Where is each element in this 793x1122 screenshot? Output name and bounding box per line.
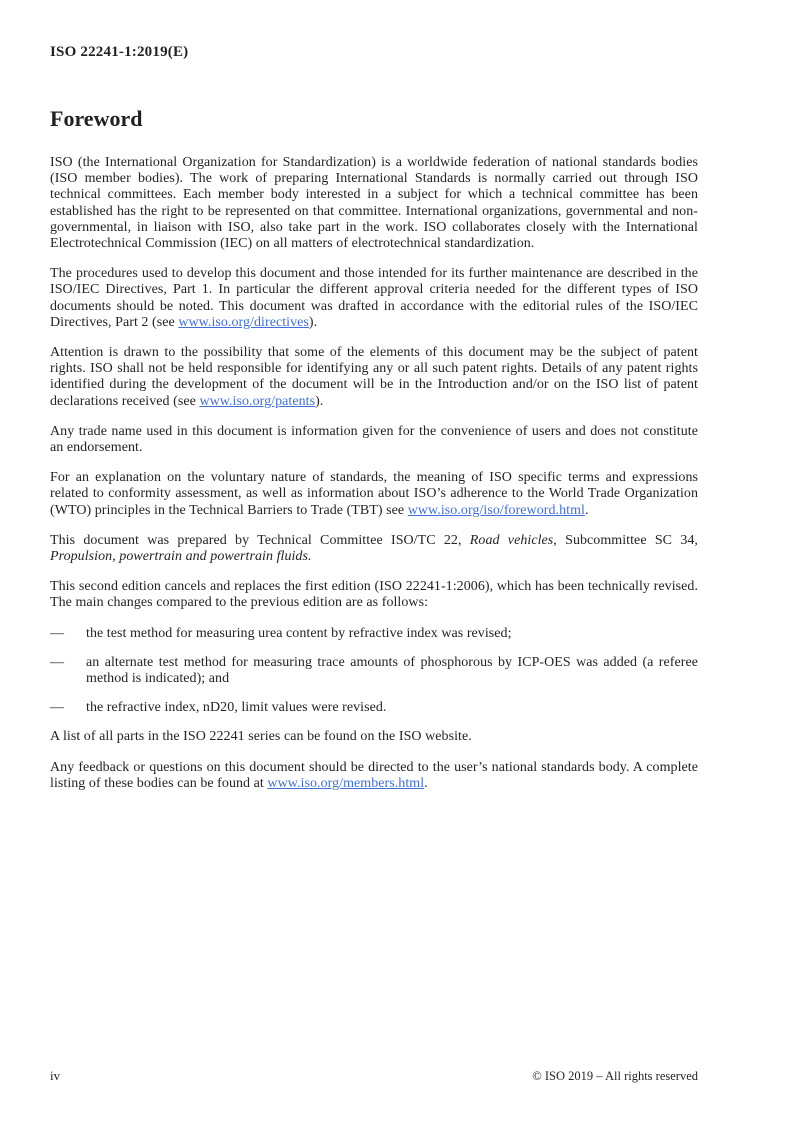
- paragraph: Any feedback or questions on this document should be directed to the user’s national standards body. A complete listing of these bodies can be found at www.iso.org/members.html.: [50, 759, 698, 791]
- paragraph: The procedures used to develop this document and those intended for its further maintenance are described in the ISO/IEC Directives, Part 1. In particular the different approval criteria needed for the different types of ISO documents should be noted. This document was drafted in accordance with the editorial rules of the ISO/IEC Directives, Part 2 (see www.iso.org/directives).: [50, 266, 698, 330]
- document-reference: ISO 22241-1:2019(E): [50, 44, 189, 60]
- bullet-text: the test method for measuring urea content by refractive index was revised;: [86, 625, 512, 641]
- paragraph: ISO (the International Organization for Standardization) is a worldwide federation of national standards bodies (ISO member bodies). The work of preparing International Standards is normally carried out through ISO technical committees. Each member body interested in a subject for which a technical committee has been established has the right to be represented on that committee. International organizations, governmental and non-governmental, in liaison with ISO, also take part in the work. ISO collaborates closely with the International Electrotechnical Commission (IEC) on all matters of electrotechnical standardization.: [50, 155, 698, 252]
- bullet-item: [50, 700, 698, 716]
- paragraph: Attention is drawn to the possibility that some of the elements of this document may be the subject of patent rights. ISO shall not be held responsible for identifying any or all such patent rights. Details of any patent rights identified during the development of the document will be in the Introduction and/or on the ISO list of patent declarations received (see www.iso.org/patents).: [50, 345, 698, 409]
- italic-text: Road vehicles: [469, 532, 554, 548]
- bullet-dash-icon: —: [50, 700, 64, 716]
- paragraph: This second edition cancels and replaces the first edition (ISO 22241-1:2006), which has been technically revised. The main changes compared to the previous edition are as follows:: [50, 579, 698, 611]
- hyperlink[interactable]: www.iso.org/directives: [178, 314, 309, 330]
- bullet-text: the refractive index, nD20, limit values were revised.: [86, 700, 387, 716]
- hyperlink[interactable]: www.iso.org/iso/foreword.html: [407, 502, 585, 518]
- bullet-text: an alternate test method for measuring trace amounts of phosphorous by ICP-OES was added (a referee method is indicated); and: [86, 654, 698, 687]
- paragraph: Any trade name used in this document is information given for the convenience of users and does not constitute an endorsement.: [50, 423, 698, 456]
- paragraph: A list of all parts in the ISO 22241 series can be found on the ISO website.: [50, 729, 472, 745]
- page-number: iv: [50, 1068, 61, 1083]
- hyperlink[interactable]: www.iso.org/members.html: [267, 775, 425, 791]
- page-footer: [50, 1068, 698, 1084]
- bullet-item: [50, 626, 698, 642]
- hyperlink[interactable]: www.iso.org/patents: [199, 393, 316, 409]
- foreword-content: [50, 155, 698, 806]
- italic-text: Propulsion, powertrain and powertrain fluids.: [50, 549, 312, 565]
- paragraph: This document was prepared by Technical Committee ISO/TC 22, Road vehicles, Subcommittee SC 34, Propulsion, powertrain and powertrain fluids.: [50, 532, 698, 565]
- copyright-notice: © ISO 2019 – All rights reserved: [532, 1069, 698, 1083]
- paragraph: For an explanation on the voluntary nature of standards, the meaning of ISO specific terms and expressions related to conformity assessment, as well as information about ISO’s adherence to the World Trade Organization (WTO) principles in the Technical Barriers to Trade (TBT) see www.iso.org/iso/foreword.html.: [50, 470, 698, 518]
- bullet-dash-icon: —: [50, 625, 64, 641]
- bullet-item: [50, 655, 698, 687]
- bullet-dash-icon: —: [50, 654, 64, 670]
- page-title: Foreword: [50, 106, 143, 131]
